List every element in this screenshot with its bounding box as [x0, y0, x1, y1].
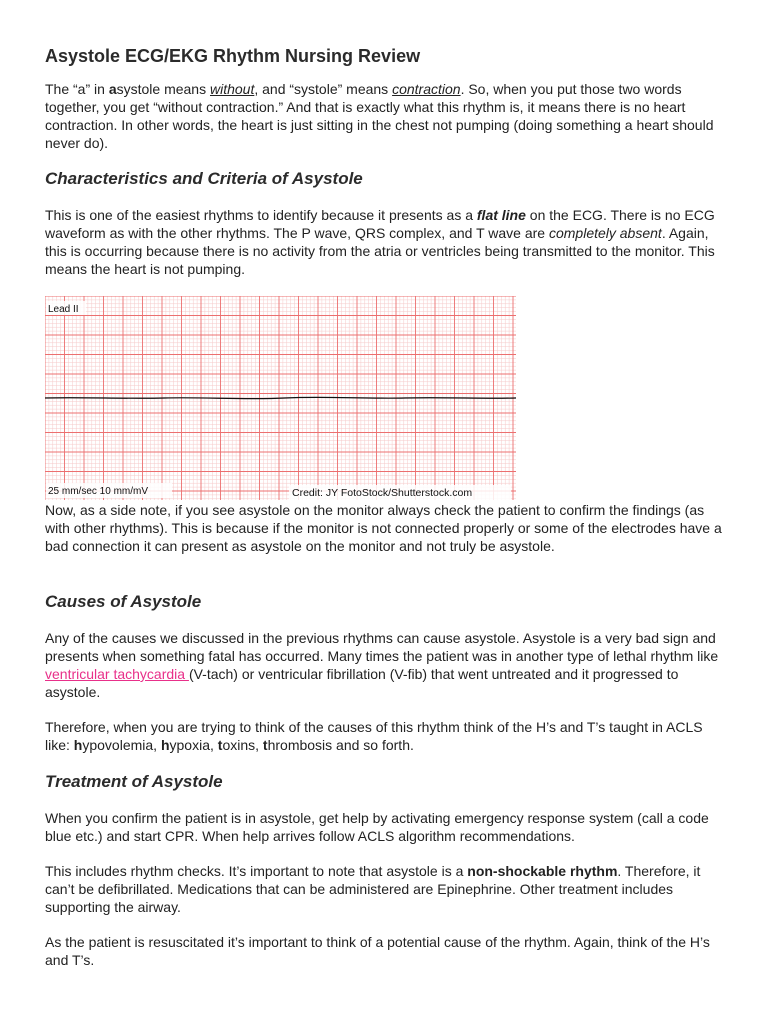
- characteristics-text: on the ECG. There is no ECG waveform as with the other rhythms. The P wave, QRS complex, and T wave are: [45, 207, 715, 241]
- ecg-strip-image: [45, 296, 516, 500]
- causes-text: ypovolemia,: [82, 737, 161, 753]
- page-title: Asystole ECG/EKG Rhythm Nursing Review: [45, 46, 421, 66]
- characteristics-completely-absent: completely absent: [548, 225, 662, 241]
- characteristics-paragraph: [45, 206, 730, 278]
- treatment-paragraph-1: When you confirm the patient is in asystole, get help by activating emergency response system (call a code blue etc.) and start CPR. When help arrives follow ACLS algorithm recommendations.: [45, 810, 709, 844]
- ventricular-tachycardia-link[interactable]: ventricular tachycardia: [45, 666, 189, 682]
- section-heading-characteristics: Characteristics and Criteria of Asystole: [45, 169, 363, 188]
- causes-text: ypoxia,: [169, 737, 218, 753]
- side-note-paragraph: Now, as a side note, if you see asystole on the monitor always check the patient to confirm the findings (as with other rhythms). This is because if the monitor is not connected properly or some of the electrodes have a bad connection it can present as asystole on the monitor and not truly be asystole.: [45, 502, 722, 554]
- intro-text: The “a” in: [45, 81, 109, 97]
- section-heading-causes: Causes of Asystole: [45, 592, 202, 611]
- treatment-paragraph-2: [45, 862, 730, 916]
- treatment-non-shockable: non-shockable rhythm: [467, 863, 618, 879]
- section-heading-treatment: Treatment of Asystole: [45, 772, 223, 791]
- intro-text: . So, when you put those two words together, you get “without contraction.” And that is exactly what this rhythm is, it means there is no heart contraction. In other words, the heart is just sitting in the chest not pumping (doing something a heart should never do).: [45, 81, 714, 151]
- characteristics-text: This is one of the easiest rhythms to identify because it presents as a: [45, 207, 477, 223]
- intro-bold-a: a: [108, 81, 117, 97]
- causes-text: hrombosis and so forth.: [267, 737, 414, 753]
- causes-paragraph-2: [45, 718, 730, 754]
- causes-paragraph-1: [45, 629, 730, 701]
- ecg-lead-label: Lead II: [48, 304, 79, 315]
- causes-text: Any of the causes we discussed in the previous rhythms can cause asystole. Asystole is a very bad sign and presents when something fatal has occurred. Many times the patient was in another type of lethal rhythm like: [45, 630, 719, 664]
- causes-bold-letter: h: [73, 737, 83, 753]
- causes-bold-letter: h: [160, 737, 170, 753]
- causes-bold-letter: t: [217, 737, 223, 753]
- characteristics-flat-line: flat line: [476, 207, 526, 223]
- causes-text: Therefore, when you are trying to think of the causes of this rhythm think of the H’s and T’s taught in ACLS like:: [45, 719, 703, 753]
- treatment-paragraph-3: As the patient is resuscitated it’s important to think of a potential cause of the rhythm. Again, think of the H’s and T’s.: [45, 934, 710, 968]
- intro-text: systole means: [116, 81, 210, 97]
- treatment-text: . Therefore, it can’t be defibrillated. Medications that can be administered are Epinephrine. Other treatment includes supporting the airway.: [45, 863, 701, 915]
- intro-emphasis-contraction: contraction: [392, 81, 461, 97]
- causes-text: oxins,: [222, 737, 263, 753]
- causes-bold-letter: t: [262, 737, 268, 753]
- causes-text: (V-tach) or ventricular fibrillation (V-fib) that went untreated and it progressed to asystole.: [45, 666, 679, 700]
- intro-text: , and “systole” means: [254, 81, 393, 97]
- ecg-speed-label: 25 mm/sec 10 mm/mV: [48, 486, 149, 497]
- intro-emphasis-without: without: [209, 81, 255, 97]
- treatment-text: This includes rhythm checks. It’s important to note that asystole is a: [45, 863, 468, 879]
- characteristics-text: . Again, this is occurring because there is no activity from the atria or ventricles being transmitted to the monitor. This means the heart is not pumping.: [45, 225, 715, 277]
- intro-paragraph: [45, 80, 730, 152]
- ecg-credit: Credit: JY FotoStock/Shutterstock.com: [292, 487, 473, 499]
